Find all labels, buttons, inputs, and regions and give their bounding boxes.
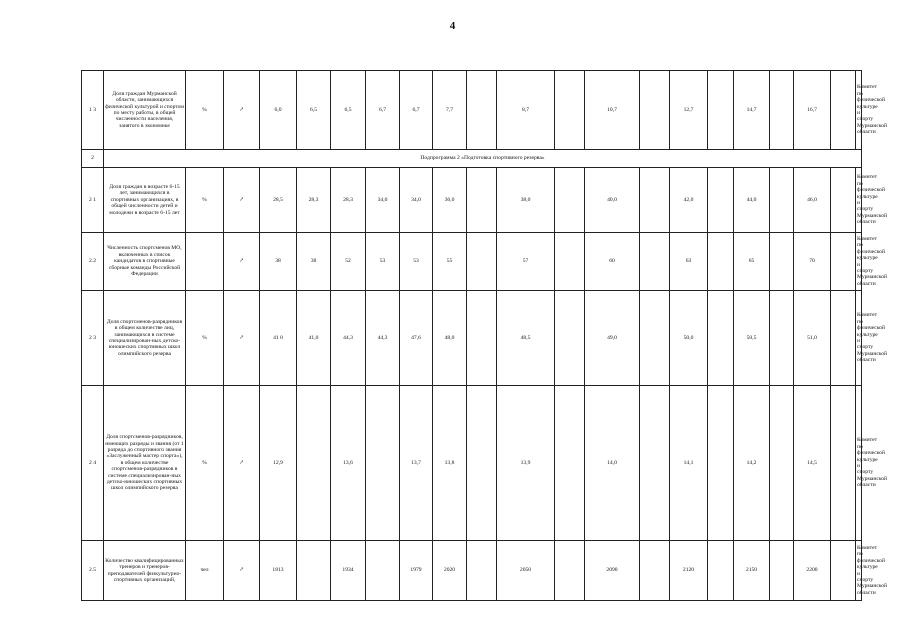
indicator-name: Численность спортсменов МО, включенных в список кандидатов в спортивные сборные команды Российской Федерации	[104, 233, 186, 291]
table-row	[82, 541, 862, 601]
value-cell: 2020	[433, 541, 467, 601]
value-cell: 16,7	[794, 71, 831, 150]
value-cell: 41 0	[260, 291, 297, 386]
value-cell	[770, 168, 794, 233]
indicator-name: Доля спортсменов-разрядников в общем количестве лиц, занимающихся в системе специализирован-ных детско-юношеских спортивных школ олимпийского резерва	[104, 291, 186, 386]
value-cell	[467, 168, 497, 233]
value-cell: 44,3	[331, 291, 366, 386]
value-cell: 2200	[794, 541, 831, 601]
value-cell: 1813	[260, 541, 297, 601]
table-row	[82, 168, 862, 233]
value-cell	[831, 168, 856, 233]
value-cell: 50,5	[734, 291, 770, 386]
value-cell: 6,7	[366, 71, 400, 150]
value-cell	[708, 386, 734, 541]
value-cell	[770, 386, 794, 541]
value-cell: 28,5	[260, 168, 297, 233]
value-cell: 36,0	[433, 168, 467, 233]
row-number: 2.5	[82, 541, 104, 601]
responsible-cell: Комитет по физической культуре и спорту Мурманской области	[856, 233, 862, 291]
value-cell: 34,0	[366, 168, 400, 233]
value-cell	[555, 541, 585, 601]
value-cell	[708, 168, 734, 233]
responsible-cell: Комитет по физической культуре и спорту Мурманской области	[856, 541, 862, 601]
trend-mark: ↗	[224, 386, 260, 541]
responsible-cell: Комитет по физической культуре и спорту Мурманской области	[856, 291, 862, 386]
value-cell: 52	[331, 233, 366, 291]
unit-cell: %	[186, 168, 224, 233]
value-cell: 14,1	[670, 386, 708, 541]
value-cell	[467, 541, 497, 601]
value-cell: 1934	[331, 541, 366, 601]
value-cell: 8,7	[497, 71, 555, 150]
value-cell	[640, 233, 670, 291]
page-number: 4	[449, 20, 456, 32]
trend-mark: ↗	[224, 233, 260, 291]
value-cell: 14,2	[734, 386, 770, 541]
value-cell	[831, 233, 856, 291]
value-cell: 2050	[497, 541, 555, 601]
indicator-name: Доля граждан в возрасте 6-15 лет, занимающихся в спортивных организациях, в общей численности детей и молодежи в возрасте 6-15 лет	[104, 168, 186, 233]
responsible-cell: Комитет по физической культуре и спорту Мурманской области	[856, 168, 862, 233]
value-cell: 14,5	[794, 386, 831, 541]
row-number: 2	[82, 150, 104, 168]
value-cell	[555, 71, 585, 150]
row-number: 1 3	[82, 71, 104, 150]
unit-cell: %	[186, 386, 224, 541]
value-cell: 10,7	[585, 71, 640, 150]
value-cell	[770, 541, 794, 601]
value-cell: 60	[585, 233, 640, 291]
value-cell	[770, 71, 794, 150]
value-cell: 57	[497, 233, 555, 291]
unit-cell: %	[186, 291, 224, 386]
value-cell: 1979	[400, 541, 433, 601]
value-cell	[555, 233, 585, 291]
row-number: 2 1	[82, 168, 104, 233]
table-row	[82, 150, 862, 168]
value-cell: 53	[366, 233, 400, 291]
unit-cell: чел	[186, 541, 224, 601]
value-cell	[640, 291, 670, 386]
value-cell	[831, 291, 856, 386]
value-cell	[831, 386, 856, 541]
value-cell	[467, 233, 497, 291]
table-row	[82, 71, 862, 150]
value-cell: 6,7	[400, 71, 433, 150]
value-cell	[831, 541, 856, 601]
value-cell: 38	[297, 233, 331, 291]
value-cell	[708, 291, 734, 386]
value-cell: 13,6	[331, 386, 366, 541]
trend-mark: ↗	[224, 71, 260, 150]
value-cell: 14,0	[585, 386, 640, 541]
trend-mark: ↗	[224, 168, 260, 233]
row-number: 2 4	[82, 386, 104, 541]
value-cell: 53	[400, 233, 433, 291]
value-cell	[770, 233, 794, 291]
value-cell: 47,6	[400, 291, 433, 386]
value-cell: 41,0	[297, 291, 331, 386]
value-cell: 48,5	[497, 291, 555, 386]
value-cell: 40,0	[585, 168, 640, 233]
value-cell: 6,5	[331, 71, 366, 150]
value-cell: 63	[670, 233, 708, 291]
value-cell: 6,0	[260, 71, 297, 150]
value-cell: 38,0	[497, 168, 555, 233]
value-cell: 13,9	[497, 386, 555, 541]
value-cell: 38	[260, 233, 297, 291]
value-cell: 12,9	[260, 386, 297, 541]
responsible-cell: Комитет по физической культуре и спорту Мурманской области	[856, 71, 862, 150]
value-cell: 70	[794, 233, 831, 291]
value-cell	[467, 71, 497, 150]
value-cell	[831, 71, 856, 150]
value-cell	[366, 541, 400, 601]
value-cell	[366, 386, 400, 541]
value-cell	[555, 386, 585, 541]
indicator-name: Количество квалифицированных тренеров и тренеров-преподавателей физкультурно-спортивных организаций,	[104, 541, 186, 601]
value-cell: 49,0	[585, 291, 640, 386]
value-cell: 48,0	[433, 291, 467, 386]
value-cell	[640, 168, 670, 233]
value-cell	[297, 541, 331, 601]
value-cell: 6,5	[297, 71, 331, 150]
value-cell: 2150	[734, 541, 770, 601]
value-cell	[708, 233, 734, 291]
indicators-table	[81, 70, 888, 601]
value-cell: 42,0	[670, 168, 708, 233]
subprogram-title: Подпрограмма 2 «Подготовка спортивного резерва»	[104, 150, 862, 168]
table-row	[82, 386, 862, 541]
value-cell: 13,7	[400, 386, 433, 541]
indicator-name: Доля спортсменов-разрядников, имеющих разряды и звания (от 1 разряда до спортивного звания «Заслуженный мастер спорта»), в общем количестве спортсменов-разрядников в системе специализирован-ных детско-юношеских спортивных школ олимпийского резерва	[104, 386, 186, 541]
unit-cell	[186, 233, 224, 291]
unit-cell: %	[186, 71, 224, 150]
value-cell: 2090	[585, 541, 640, 601]
value-cell	[467, 291, 497, 386]
value-cell	[640, 386, 670, 541]
row-number: 2 3	[82, 291, 104, 386]
value-cell	[555, 291, 585, 386]
value-cell: 51,0	[794, 291, 831, 386]
value-cell	[640, 541, 670, 601]
row-number: 2.2	[82, 233, 104, 291]
value-cell: 28,3	[331, 168, 366, 233]
table-row	[82, 233, 862, 291]
value-cell	[297, 386, 331, 541]
value-cell: 2120	[670, 541, 708, 601]
value-cell: 44,0	[734, 168, 770, 233]
table-row	[82, 291, 862, 386]
value-cell	[770, 291, 794, 386]
value-cell: 13,8	[433, 386, 467, 541]
value-cell: 7,7	[433, 71, 467, 150]
value-cell	[467, 386, 497, 541]
value-cell: 14,7	[734, 71, 770, 150]
value-cell	[555, 168, 585, 233]
value-cell: 65	[734, 233, 770, 291]
value-cell: 50,0	[670, 291, 708, 386]
value-cell: 55	[433, 233, 467, 291]
value-cell	[640, 71, 670, 150]
value-cell	[708, 541, 734, 601]
value-cell: 28,3	[297, 168, 331, 233]
value-cell: 44,3	[366, 291, 400, 386]
responsible-cell: Комитет по физической культуре и спорту Мурманской области	[856, 386, 862, 541]
trend-mark: ↗	[224, 291, 260, 386]
value-cell: 34,0	[400, 168, 433, 233]
value-cell	[708, 71, 734, 150]
value-cell: 46,0	[794, 168, 831, 233]
value-cell: 12,7	[670, 71, 708, 150]
indicator-name: Доля граждан Мурманской области, занимающихся физической культурой и спортом по месту работы, в общей численности населения, занятого в экономике	[104, 71, 186, 150]
trend-mark: ↗	[224, 541, 260, 601]
